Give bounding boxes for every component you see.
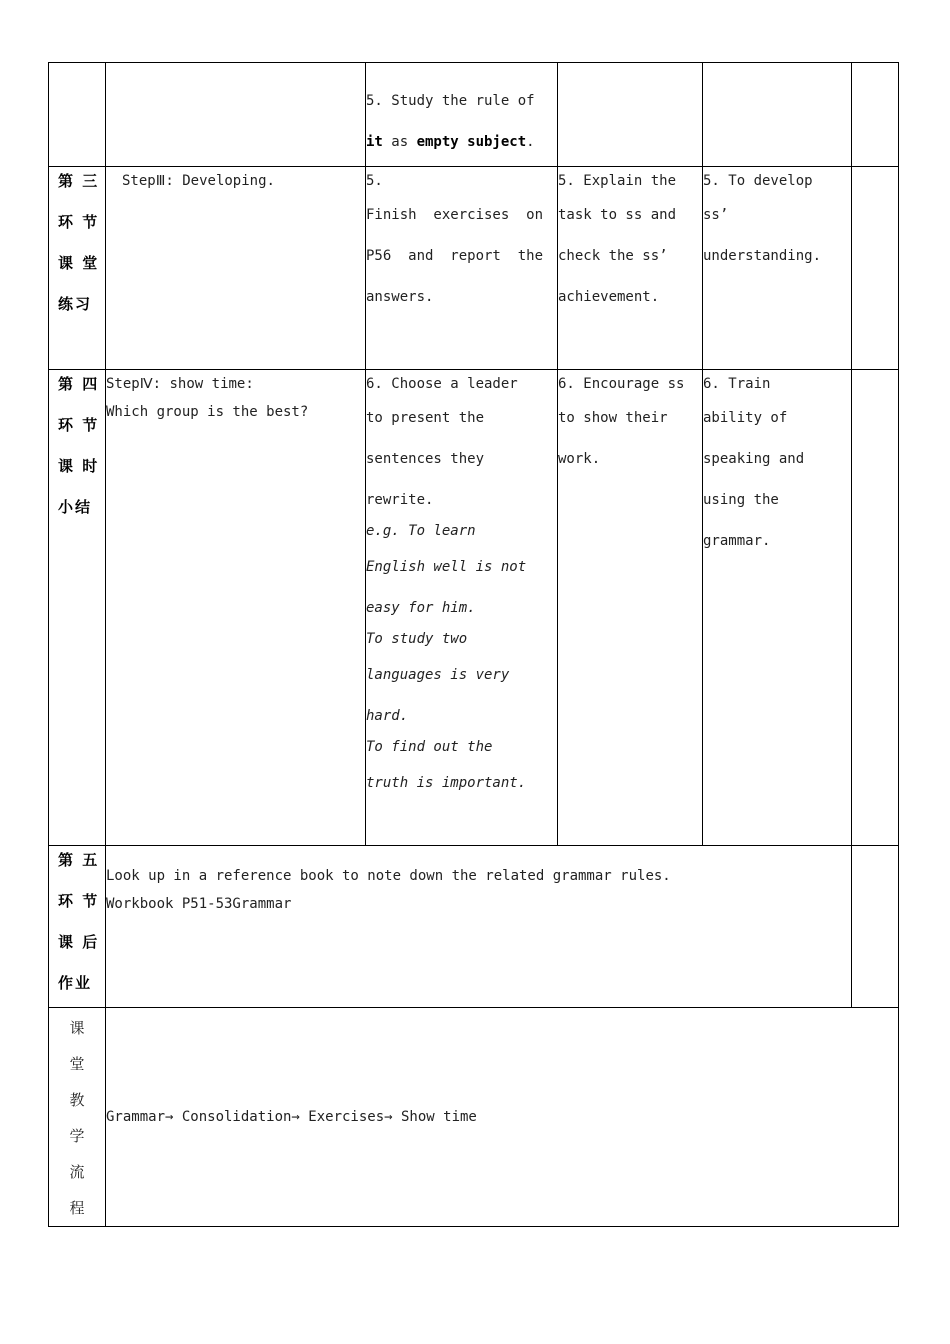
student-cell-empty: [558, 63, 703, 167]
example-sentence: truth is important.: [366, 775, 527, 791]
extra-cell-empty: [852, 167, 899, 370]
teacher-activity-cell: 5. Explain the task to ss and check the ss’ achievement.: [558, 167, 703, 370]
table-row-step4: [49, 370, 899, 846]
extra-cell-empty: [852, 846, 899, 1008]
content-cell-empty: [106, 63, 366, 167]
content-cell: StepⅢ: Developing.: [106, 167, 366, 370]
keyword-it: it: [366, 134, 383, 150]
extra-cell-empty: [852, 370, 899, 846]
purpose-cell-empty: [703, 63, 852, 167]
example-sentence: To study two: [366, 631, 468, 647]
table-row-continued: [49, 63, 899, 167]
lesson-plan-table: [48, 62, 899, 1227]
example-sentence: hard.: [366, 708, 409, 724]
example-sentence: To find out the: [366, 739, 493, 755]
section-header: 第 四 环 节 课 时 小结: [49, 370, 106, 846]
purpose-cell: 5. To develop ss’ understanding.: [703, 167, 852, 370]
section-header-vertical: 课 堂 教 学 流 程: [49, 1008, 106, 1227]
content-cell: StepⅣ: show time: Which group is the best?: [106, 370, 366, 846]
extra-cell-empty: [852, 63, 899, 167]
table-row-homework: [49, 846, 899, 1008]
example-sentence: English well is not: [366, 559, 527, 575]
teaching-flow-cell: Grammar→ Consolidation→ Exercises→ Show time: [106, 1008, 899, 1227]
purpose-cell: 6. Train ability of speaking and using the grammar.: [703, 370, 852, 846]
section-header: 第 五 环 节 课 后 作业: [49, 846, 106, 1008]
teacher-activity-cell: [366, 63, 558, 167]
example-sentence: e.g. To learn: [366, 523, 476, 539]
header-cell-empty: [49, 63, 106, 167]
teacher-activity-line: it as empty subject.: [366, 134, 535, 150]
table-row-flow: [49, 1008, 899, 1227]
example-sentence: easy for him.: [366, 600, 476, 616]
example-sentence: languages is very: [366, 667, 510, 683]
keyword-empty-subject: empty subject: [416, 134, 527, 150]
homework-cell: Look up in a reference book to note down the related grammar rules. Workbook P51-53Grammar: [106, 846, 852, 1008]
teacher-activity-line: 5. Study the rule of: [366, 93, 535, 109]
teacher-activity-cell: 6. Encourage ss to show their work.: [558, 370, 703, 846]
student-activity-cell: 5. Finish exercises on P56 and report the answers.: [366, 167, 558, 370]
student-activity-cell: 6. Choose a leader to present the sentences they rewrite. e.g. To learn English well is not easy for him. To study two languages is very hard. To find out the truth is important.: [366, 370, 558, 846]
table-row-step3: [49, 167, 899, 370]
section-header: 第 三 环 节 课 堂 练习: [49, 167, 106, 370]
